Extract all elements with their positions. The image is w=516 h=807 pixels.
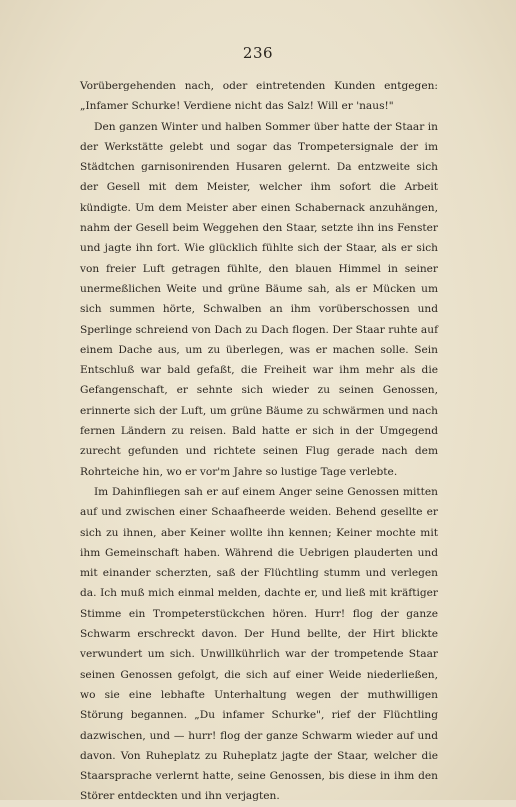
paragraph-1: Vorübergehenden nach, oder eintretenden Kunden entgegen: „Infamer Schurke! Verdiene nicht das Salz! Will er 'naus!"	[80, 80, 438, 113]
paragraph-3: Im Dahinfliegen sah er auf einem Anger seine Genossen mitten auf und zwischen einer Schaafheerde weiden. Behend gesellte er sich zu ihnen, aber Keiner wollte ihn kennen; Keiner mochte mit ihm Gemeinschaft haben. Während die Uebrigen plauderten und mit einander scherzten, saß der Flüchtling stumm und verlegen da. Ich muß mich einmal melden, dachte er, und ließ mit kräftiger Stimme ein Trompeterstückchen hören. Hurr! flog der ganze Schwarm erschreckt davon. Der Hund bellte, der Hirt blickte verwundert um sich. Unwillkührlich war der trompetende Staar seinen Genossen gefolgt, die sich auf einer Weide niederließen, wo sie eine lebhafte Unterhaltung wegen der muthwilligen Störung begannen. „Du infamer Schurke", rief der Flüchtling dazwischen, und — hurr! flog der ganze Schwarm wieder auf und davon. Von Ruheplatz zu Ruheplatz jagte der Staar, welcher die Staarsprache verlernt hatte, seine Genossen, bis diese in ihm den Störer entdeckten und ihn verjagten.	[80, 485, 438, 803]
page-number: 236	[242, 44, 274, 62]
paragraph-2: Den ganzen Winter und halben Sommer über hatte der Staar in der Werkstätte gelebt und sogar das Trompetersignale der im Städtchen garnisonirenden Husaren gelernt. Da entzweite sich der Gesell mit dem Meister, welcher ihm sofort die Arbeit kündigte. Um dem Meister aber einen Schabernack anzuhängen, nahm der Gesell beim Weggehen den Staar, setzte ihn ins Fenster und jagte ihn fort. Wie glücklich fühlte sich der Staar, als er sich von freier Luft getragen fühlte, den blauen Himmel in seiner unermeßlichen Weite und grüne Bäume sah, als er Mücken um sich summen hörte, Schwalben an ihm vorüberschossen und Sperlinge schreiend von Dach zu Dach flogen. Der Staar ruhte auf einem Dache aus, um zu überlegen, was er machen solle. Sein Entschluß war bald gefaßt, die Freiheit war ihm mehr als die Gefangenschaft, er sehnte sich wieder zu seinen Genossen, erinnerte sich der Luft, um grüne Bäume zu schwärmen und nach fernen Ländern zu reisen. Bald hatte er sich in der Umgegend zurecht gefunden und richtete seinen Flug gerade nach dem Rohrteiche hin, wo er vor'm Jahre so lustige Tage verlebte.	[80, 120, 438, 478]
body-text	[80, 76, 438, 807]
